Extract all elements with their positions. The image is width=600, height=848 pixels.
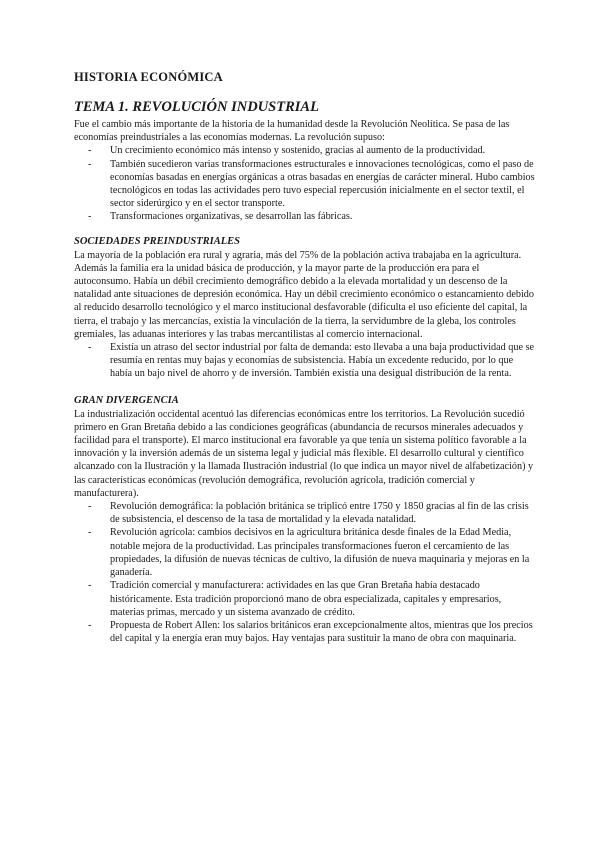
list-item: - Revolución demográfica: la población británica se triplicó entre 1750 y 1850 gracias al fin de las crisis de subsistencia, el descenso de la tasa de mortalidad y la elevada natalidad. xyxy=(110,500,536,526)
sociedades-bullet-list xyxy=(74,341,536,381)
section-title-sociedades: SOCIEDADES PREINDUSTRIALES xyxy=(74,235,241,247)
divergencia-bullet-list xyxy=(74,500,536,645)
sociedades-paragraph: La mayoría de la población era rural y agraria, más del 75% de la población activa trabajaba en la agricultura. Además la familia era la unidad básica de producción, y la mayor parte de la producción era para el autoconsumo. Había un débil crecimiento demográfico debido a la elevada mortalidad y un descenso de la natalidad ante situaciones de depresión económica. Hay un débil crecimiento económico o estancamiento debido al reducido desarrollo tecnológico y el marco institucional desfavorable (dificulta el uso eficiente del capital, la tierra, el trabajo y las mercancías, existía la vinculación de la tierra, la servidumbre de la gleba, los controles gremiales, las aduanas interiores y las trabas mercantilistas al comercio internacional. xyxy=(74,249,534,340)
list-item: - Existía un atraso del sector industrial por falta de demanda: esto llevaba a una baja productividad que se resumía en rentas muy bajas y economías de subsistencia. Había un excedente reducido, por lo que había un bajo nivel de ahorro y de inversión. También existía una desigual distribución de la renta. xyxy=(110,341,536,381)
section-title-divergencia: GRAN DIVERGENCIA xyxy=(74,394,179,406)
tema-intro: Fue el cambio más importante de la historia de la humanidad desde la Revolución Neolítica. Se pasa de las economías preindustriales a las economías modernas. La revolución supuso: xyxy=(74,119,510,144)
tema-bullet-list xyxy=(74,144,536,223)
list-item: - Tradición comercial y manufacturera: actividades en las que Gran Bretaña había destacado históricamente. Esta tradición proporcionó mano de obra especializada, capitales y empresarios, materias primas, mercado y un sistema avanzado de crédito. xyxy=(110,579,536,619)
list-item: - También sucedieron varias transformaciones estructurales e innovaciones tecnológicas, como el paso de economías basadas en energías orgánicas a otras basadas en energías de carácter mineral. Hubo cambios tecnológicos en todas las actividades pero tuvo especial repercusión inicialmente en el sector textil, el sector siderúrgico y en el sector transporte. xyxy=(110,158,536,211)
tema-title: TEMA 1. REVOLUCIÓN INDUSTRIAL xyxy=(74,99,319,115)
list-item: - Revolución agrícola: cambios decisivos en la agricultura británica desde finales de la Edad Media, notable mejora de la productividad. Las principales transformaciones fueron el cercamiento de las propiedades, la difusión de nuevas técnicas de cultivo, la difusión de nueva maquinaria y mejoras en la ganadería. xyxy=(110,526,536,579)
divergencia-paragraph: La industrialización occidental acentuó las diferencias económicas entre los territorios. La Revolución sucedió primero en Gran Bretaña debido a las condiciones geográficas (abundancia de recursos minerales adecuados y facilidad para el transporte). El marco institucional era favorable ya que tenía un sistema político favorable a la innovación y la inversión además de un sistema legal y judicial más flexible. El desarrollo cultural y científico alcanzado con la Ilustración y la llamada Ilustración industrial (lo que indica un mayor nivel de alfabetización) y las características económicas (revolución demográfica, revolución agrícola, tradición comercial y manufacturera). xyxy=(74,408,534,499)
document-title: HISTORIA ECONÓMICA xyxy=(74,70,223,84)
list-item: - Transformaciones organizativas, se desarrollan las fábricas. xyxy=(110,210,536,223)
list-item: - Un crecimiento económico más intenso y sostenido, gracias al aumento de la productividad. xyxy=(110,144,536,157)
list-item: - Propuesta de Robert Allen: los salarios británicos eran excepcionalmente altos, mientras que los precios del capital y la energía eran muy bajos. Hay ventajas para sustituir la mano de obra con maquinaria. xyxy=(110,619,536,645)
